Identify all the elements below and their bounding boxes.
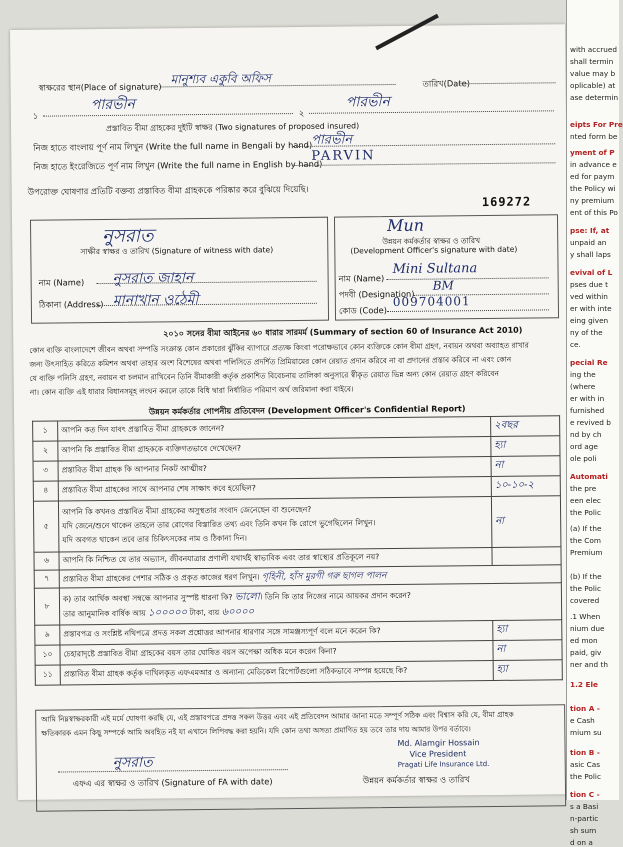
row-question: চেহারাদৃষ্টে প্রস্তাবিত বীমা গ্রাহকের বয়স তার ঘোষিত বয়স অপেক্ষা অধিক মনে করেন কিনা? bbox=[60, 640, 493, 665]
side-page-text: s a Basi bbox=[570, 802, 599, 811]
side-page-text: eipts For Pre bbox=[570, 120, 623, 129]
side-page-text: ny premium bbox=[570, 196, 615, 205]
side-page-text: the Polic bbox=[570, 584, 601, 593]
side-page-text: the Policy wi bbox=[570, 184, 616, 193]
row-question: প্রস্তাবিত বীমা গ্রাহকের পেশার সঠিক ও প্রকৃত কাজের ধরণ লিখুন। bbox=[62, 572, 260, 584]
side-page-text: mium su bbox=[570, 728, 602, 737]
side-page-text: ed for paym bbox=[570, 172, 615, 181]
row-answer: হ্যা bbox=[496, 623, 508, 635]
table-row bbox=[33, 496, 561, 553]
side-page-text: furnished bbox=[570, 406, 605, 415]
bengali-name-label: নিজ হাতে বাংলায় পূর্ণ নাম লিখুন (Write the full name in Bengali by hand) bbox=[33, 139, 313, 153]
stamp-title: Vice President bbox=[409, 749, 467, 759]
row-answer: ১০-১০-২ bbox=[494, 479, 535, 491]
side-page-text: nium due bbox=[570, 624, 605, 633]
section60-line: যে ব্যক্তি পলিসি গ্রহণ, নবায়ন বা চলমান রাখিবেন তিনি বীমাকারী কর্তৃক প্রকাশিত বিবেচনায় তালিকা অনুসারে স্বীকৃত রেয়াত ভিন্ন অন্য কোন রেয়াত গ্রহণ করিবেন bbox=[29, 368, 499, 383]
row-question: ক) তার আর্থিক অবস্থা সম্বন্ধে আপনার সুস্পষ্ট ধারনা কি? bbox=[62, 592, 233, 604]
signature-number-1: ১ bbox=[32, 110, 39, 121]
side-page-text: paid, giv bbox=[570, 648, 602, 657]
date-label: তারিখ(Date) bbox=[422, 78, 470, 89]
side-page-text: unpaid an bbox=[570, 238, 607, 247]
side-page-text: ole poli bbox=[570, 454, 597, 463]
officer-name-value: Mini Sultana bbox=[392, 261, 478, 278]
serial-number: 169272 bbox=[481, 194, 532, 210]
income-tax-question: । তিনি কি তার নিজের নামে আয়কর প্রদান করেন? bbox=[259, 590, 411, 602]
side-page-text: ing the bbox=[570, 370, 596, 379]
stamp-org: Pragati Life Insurance Ltd. bbox=[397, 760, 490, 769]
side-page-text: ord age bbox=[570, 442, 598, 451]
financial-status-answer: ভালো bbox=[234, 591, 260, 603]
adjacent-policy-page bbox=[566, 0, 623, 847]
witness-signature: নুসরাত bbox=[102, 225, 154, 248]
table-row bbox=[34, 583, 561, 626]
officer-signature-label: উন্নয়ন কর্মকর্তার স্বাক্ষর ও তারিখ bbox=[382, 236, 481, 247]
officer-signature-label-en: (Development Officer's signature with date) bbox=[350, 244, 518, 256]
side-page-text: tion C - bbox=[570, 790, 600, 799]
officer-code-label: কোড (Code) bbox=[338, 305, 388, 316]
side-page-text: the pre bbox=[570, 484, 597, 493]
section60-line: কোন ব্যক্তি বাংলাদেশে জীবন অথবা সম্পত্তি সংক্রান্ত কোন প্রকারের ঝুঁকির ব্যাপারে প্রত্যক্ষ কিংবা পরোক্ষভাবে কোন ব্যক্তিকে কোন বীমা গ্রহণ, নবায়ন অথবা অব্যাহত রাখার bbox=[29, 340, 529, 355]
row-number: ১০ bbox=[35, 645, 60, 665]
row-subquestion: যদি জেনে/শুনে থাকেন তাহলে তার রোগের বিস্তারিত তথ্য এবং তিনি কখন কি রোগে ভুগেছিলেন লিখুন। bbox=[62, 518, 376, 531]
row-answer: ২বছর bbox=[494, 419, 518, 431]
row-question: আপনি কি প্রস্তাবিত বীমা গ্রাহককে ব্যক্তিগতভাবে দেখেছেন? bbox=[58, 436, 491, 461]
row-question: আপনি কি নিশ্চিত যে তার অভ্যাস, জীবনযাত্রার প্রণালী যথার্থই স্বাভাবিক এবং তার স্বাস্থ্যের প্রতিকূলে নয়? bbox=[59, 547, 492, 570]
side-page-text: n-partic bbox=[570, 814, 599, 823]
row-answer: না bbox=[495, 515, 505, 527]
side-page-text: nted form be bbox=[570, 132, 618, 141]
side-page-text: shall termin bbox=[570, 57, 614, 66]
side-page-text: eing given bbox=[570, 316, 609, 325]
officer-signature: Mun bbox=[386, 215, 425, 236]
row-number: ৭ bbox=[34, 570, 59, 588]
row-question: প্রস্তাবিত বীমা গ্রাহকের সাথে আপনার শেষ সাক্ষাৎ কবে হয়েছিল? bbox=[58, 476, 491, 501]
stamp-name: Md. Alamgir Hossain bbox=[397, 738, 480, 748]
row-number: ৯ bbox=[35, 625, 60, 645]
row-number: ৮ bbox=[34, 588, 59, 625]
side-page-text: tion A - bbox=[570, 704, 600, 713]
side-page-text: Automati bbox=[570, 472, 608, 481]
side-page-text: e Cash bbox=[570, 716, 595, 725]
table-row bbox=[35, 660, 562, 686]
side-page-text: pecial Re bbox=[570, 358, 608, 367]
side-page-text: with accrued bbox=[570, 45, 618, 54]
signature-number-2: ২ bbox=[298, 107, 305, 118]
row-number: ৫ bbox=[33, 501, 59, 552]
side-page-text: (a) If the bbox=[570, 524, 602, 533]
row-answer: না bbox=[496, 643, 506, 655]
row-answer: হ্যা bbox=[494, 439, 506, 451]
row-number: ৬ bbox=[34, 552, 59, 570]
side-page-text: ny of the bbox=[570, 328, 603, 337]
certification-line-1: আমি নিম্নস্বাক্ষরকারী এই মর্মে ঘোষণা করছি যে, এই প্রস্তাবপত্রে প্রদত্ত সকল উত্তর এবং এই প্রতিবেদন আমার জানা মতে সম্পূর্ণ সঠিক এবং বিশ্বাস করি যে, বীমা গ্রাহক bbox=[41, 709, 514, 724]
confidential-report-table bbox=[32, 415, 563, 686]
english-name-label: নিজ হাতে ইংরেজিতে পূর্ণ নাম লিখুন (Write the full name in English by hand) bbox=[33, 158, 323, 172]
side-page-text: y shall laps bbox=[570, 250, 611, 259]
side-page-text: value may b bbox=[570, 69, 616, 78]
side-page-text: .1 When bbox=[570, 612, 601, 621]
expense-label: ব্যয় bbox=[208, 607, 220, 617]
proposer-signature-1: পারভীন bbox=[90, 96, 135, 114]
row-question: আপনি কি কখনও প্রস্তাবিত বীমা গ্রাহকের অসুস্থতার সংবাদ জেনেছেন বা শুনেছেন? bbox=[62, 504, 312, 517]
section60-line: জন্য উৎসাহিত করিতে কমিশন অথবা তাহার অংশ বিশেষের অথবা পলিসিতে প্রদর্শিত প্রিমিয়ামের কোন রেয়াত প্রদান করিবে না বা প্রদানের প্রস্তাব করিবে না এবং কোন bbox=[29, 354, 512, 369]
officer-designation-value: BM bbox=[432, 278, 454, 293]
signature-line-1 bbox=[43, 113, 293, 117]
officer-code-value: 009704001 bbox=[392, 294, 471, 310]
side-page-text: asic Cas bbox=[570, 760, 600, 769]
officer-name-label: নাম (Name) bbox=[338, 273, 385, 284]
two-signatures-caption: প্রস্তাবিত বীমা গ্রাহকের দুইটি স্বাক্ষর (Two signatures of proposed insured) bbox=[105, 121, 360, 133]
officer-designation-label: পদবী (Designation) bbox=[338, 288, 415, 300]
annual-income-label: তার আনুমানিক বার্ষিক আয় bbox=[63, 608, 146, 619]
vice-president-stamp bbox=[397, 737, 489, 771]
witness-signature-label: সাক্ষীর স্বাক্ষর ও তারিখ (Signature of witness with date) bbox=[80, 245, 274, 257]
row-subquestion: যদি অবগত থাকেন তবে তার চিকিৎসকের নাম ও ঠিকানা দিন। bbox=[62, 533, 248, 545]
side-page-text: oplicable) at bbox=[570, 81, 616, 90]
side-page-text: ved within bbox=[570, 292, 608, 301]
side-page-text: in advance e bbox=[570, 160, 617, 169]
side-page-text: ce. bbox=[570, 340, 581, 349]
side-page-text: the Com bbox=[570, 536, 601, 545]
row-number: ১১ bbox=[35, 665, 60, 685]
row-question: আপনি কত দিন যাবৎ প্রস্তাবিত বীমা গ্রাহককে জানেন? bbox=[58, 416, 491, 441]
row-number: ৪ bbox=[33, 481, 58, 501]
date-line bbox=[456, 82, 556, 84]
side-page-text: ed mon bbox=[570, 636, 598, 645]
side-page-text: yment of P bbox=[570, 148, 615, 157]
row-number: ২ bbox=[33, 441, 58, 461]
witness-address-value: মানাখান ওঠেমী bbox=[112, 292, 199, 309]
proposal-form-page bbox=[10, 24, 573, 800]
side-page-text: evival of L bbox=[570, 268, 613, 277]
fa-signature-label: এফএ এর স্বাক্ষর ও তারিখ (Signature of FA with date) bbox=[72, 776, 273, 789]
bengali-name-value: পারভীন bbox=[311, 132, 353, 148]
annual-income-value: ১০০০০০ bbox=[148, 607, 188, 619]
side-page-text: pses due t bbox=[570, 280, 608, 289]
side-page-text: (where bbox=[570, 382, 596, 391]
report-title: উন্নয়ন কর্মকর্তার গোপনীয় প্রতিবেদন (Development Officer's Confidential Report) bbox=[148, 404, 466, 417]
section60-title: ২০১০ সনের বীমা আইনের ৬০ ধারার সারমর্ম (Summary of section 60 of Insurance Act 2010) bbox=[163, 325, 523, 339]
side-page-text: er with in bbox=[570, 394, 605, 403]
declaration-line: উপরোক্ত ঘোষণার প্রতিটি বক্তব্য প্রস্তাবিত বীমা গ্রাহককে পরিষ্কার করে বুঝিয়ে দিয়েছি। bbox=[27, 183, 309, 197]
place-of-signature-value: মানুশ্যব একুবি অফিস bbox=[170, 71, 271, 87]
row-number: ১ bbox=[33, 421, 58, 441]
row-answer: গৃহিনী, হাঁস মুরগী গরু ছাগল পালন bbox=[262, 571, 387, 583]
side-page-text: nd by ch bbox=[570, 430, 602, 439]
certification-line-2: ক্ষতিকারক এমন কিছু সম্পর্কে আমি অবহিত নই যা এখানে লিপিবদ্ধ করা হয়নি। যদি কোন তথ্য অসত্য প্রমাণিত হয় তবে তার দায় আমার উপর বর্তাবে। bbox=[41, 724, 471, 738]
section60-line: না। কোন ব্যক্তি এই ধারার বিধানসমূহ লংঘন করলে তাকে বিধি দ্বারা নির্ধারিত পরিমাণ অর্থ জরিমানা করা যাইবে। bbox=[29, 384, 354, 397]
row-number: ৩ bbox=[33, 461, 58, 481]
side-page-text: the Polic bbox=[570, 508, 601, 517]
row-question: প্রস্তাবপত্র ও সংশ্লিষ্ট নথিপত্রে প্রদত্ত সকল প্রশ্নোত্তর আপনার ধারণার সঙ্গে সামঞ্জস্যপূর্ণ বলে মনে করেন কি? bbox=[60, 620, 493, 645]
side-page-text: the Polic bbox=[570, 772, 601, 781]
place-of-signature-label: স্বাক্ষরের স্থান(Place of signature) bbox=[38, 81, 162, 93]
side-page-text: een elec bbox=[570, 496, 601, 505]
side-page-text: pse: If, at bbox=[570, 226, 610, 235]
side-page-text: tion B - bbox=[570, 748, 600, 757]
side-page-text: ent of this Po bbox=[570, 208, 618, 217]
witness-name-value: নুসরাত জাহান bbox=[112, 270, 194, 287]
row-question: প্রস্তাবিত বীমা গ্রাহক কর্তৃক দাখিলকৃত এফএমআর ও অন্যান্য মেডিকেল রিপোর্টগুলো সঠিকভাবে সম্পন্ন হয়েছে কি? bbox=[60, 660, 493, 685]
side-page-text: d on a bbox=[570, 838, 593, 847]
row-answer: না bbox=[494, 459, 504, 471]
side-page-text: Premium bbox=[570, 548, 603, 557]
side-page-text: sh sum bbox=[570, 826, 597, 835]
side-page-text: er with inte bbox=[570, 304, 612, 313]
side-page-text: ner and th bbox=[570, 660, 608, 669]
expense-value: ৬০০০০ bbox=[221, 606, 255, 618]
side-page-text: 1.2 Ele bbox=[570, 680, 598, 689]
proposer-signature-2: পারভীন bbox=[345, 94, 390, 111]
side-page-text: covered bbox=[570, 596, 600, 605]
row-question: প্রস্তাবিত বীমা গ্রাহক কি আপনার নিকট আত্মীয়? bbox=[58, 456, 491, 481]
witness-address-label: ঠিকানা (Address) bbox=[38, 299, 104, 310]
witness-name-label: নাম (Name) bbox=[38, 277, 85, 288]
taka-label: টাকা, bbox=[189, 607, 206, 618]
officer-footer-label: উন্নয়ন কর্মকর্তার স্বাক্ষর ও তারিখ bbox=[362, 774, 470, 786]
side-page-text: (b) If the bbox=[570, 572, 602, 581]
row-answer: হ্যা bbox=[496, 663, 508, 675]
fa-signature: নুসরাত bbox=[112, 754, 153, 771]
english-name-value: PARVIN bbox=[311, 148, 376, 164]
side-page-text: ase determin bbox=[570, 93, 619, 102]
side-page-text: e revived b bbox=[570, 418, 611, 427]
